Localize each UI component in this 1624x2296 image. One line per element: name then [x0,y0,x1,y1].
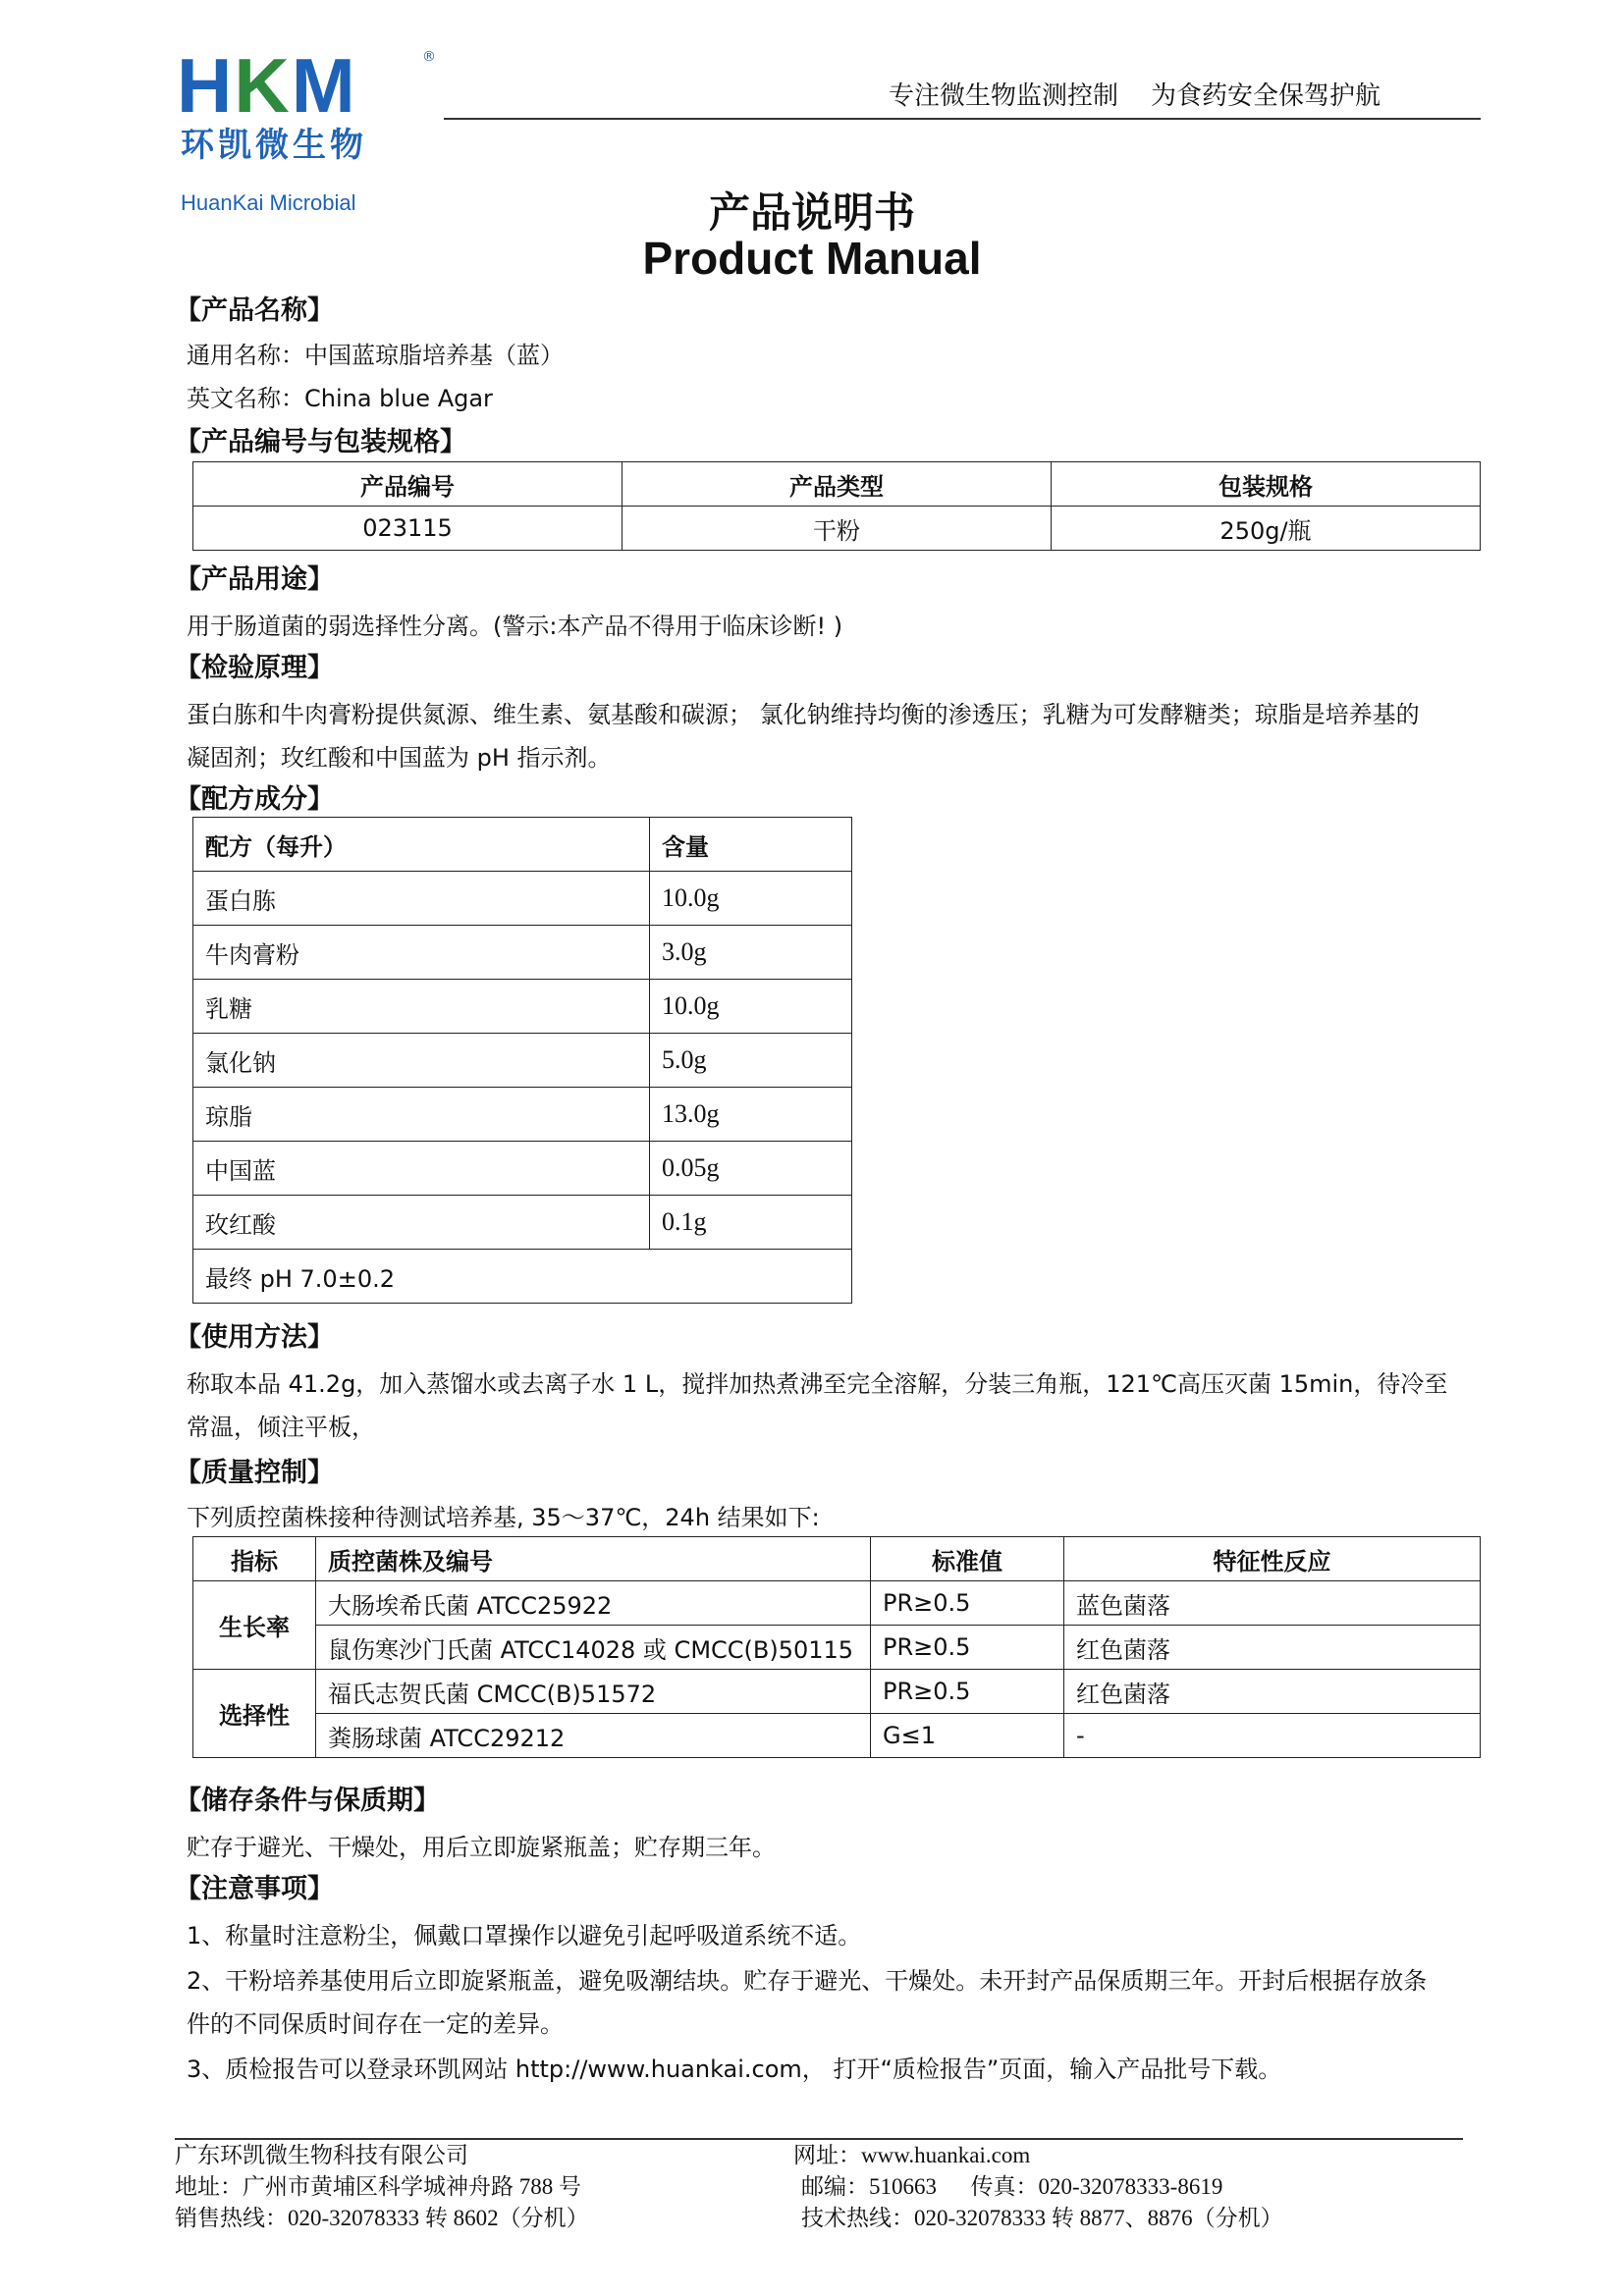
package-size: 250g/瓶 [1052,507,1481,551]
col-ingredient: 配方（每升） [193,818,650,872]
header-slogan: 专注微生物监测控制 为食药安全保驾护航 [889,81,1381,111]
footer-address: 地址：广州市黄埔区科学城神舟路 788 号 [175,2174,581,2199]
qc-reaction: - [1064,1714,1481,1758]
table-row [193,1088,852,1142]
footer-website: 网址：www.huankai.com [793,2143,1031,2167]
ingredient-name: 玫红酸 [193,1196,650,1250]
table-row [193,1581,1481,1626]
qc-table-header [193,1537,1481,1581]
document-title-en: Product Manual [642,233,982,284]
section-heading-formula: 【配方成分】 [175,784,334,815]
use-text: 用于肠道菌的弱选择性分离。(警示:本产品不得用于临床诊断! ) [187,613,843,640]
logo-mark: HKM [177,42,357,129]
footer-sales: 销售热线：020-32078333 转 8602（分机） [175,2206,589,2230]
ingredient-name: 氯化钠 [193,1034,650,1088]
qc-standard: PR≥0.5 [871,1581,1064,1626]
principle-line-1: 蛋白胨和牛肉膏粉提供氮源、维生素、氨基酸和碳源； 氯化钠维持均衡的渗透压；乳糖为可发酵糖类；琼脂是培养基的 [187,701,1420,728]
document-title-cn: 产品说明书 [708,188,915,237]
table-row [193,507,1481,551]
section-heading-storage: 【储存条件与保质期】 [175,1786,440,1816]
english-name: 英文名称：China blue Agar [187,385,493,412]
ingredient-name: 琼脂 [193,1088,650,1142]
qc-standard: PR≥0.5 [871,1626,1064,1670]
table-row [193,1626,1481,1670]
note-2-line-2: 件的不同保质时间存在一定的差异。 [187,2010,564,2038]
table-row [193,1670,1481,1714]
col-standard: 标准值 [871,1537,1064,1581]
principle-line-2: 凝固剂；玫红酸和中国蓝为 pH 指示剂。 [187,744,612,772]
section-heading-method: 【使用方法】 [175,1322,334,1353]
section-heading-principle: 【检验原理】 [175,653,334,683]
formula-table [192,817,852,1304]
col-reaction: 特征性反应 [1064,1537,1481,1581]
table-row [193,1714,1481,1758]
table-row [193,1196,852,1250]
ingredient-amount: 10.0g [650,872,852,926]
footer-postal-fax: 邮编：510663 传真：020-32078333-8619 [801,2174,1223,2199]
note-3: 3、质检报告可以登录环凯网站 http://www.huankai.com， 打开“质检报告”页面，输入产品批号下载。 [187,2056,1282,2083]
logo-chinese-name: 环凯微生物 [181,126,367,165]
qc-reaction: 红色菌落 [1064,1670,1481,1714]
ingredient-name: 中国蓝 [193,1142,650,1196]
product-code: 023115 [193,507,623,551]
qc-reaction: 蓝色菌落 [1064,1581,1481,1626]
table-row [193,872,852,926]
qc-group-label: 选择性 [193,1670,316,1758]
qc-group-label: 生长率 [193,1581,316,1670]
qc-reaction: 红色菌落 [1064,1626,1481,1670]
section-heading-name: 【产品名称】 [175,295,334,326]
ingredient-amount: 13.0g [650,1088,852,1142]
qc-strain: 福氏志贺氏菌 CMCC(B)51572 [316,1670,871,1714]
ingredient-amount: 3.0g [650,926,852,980]
logo-english-name: HuanKai Microbial [181,190,356,215]
table-row [193,980,852,1034]
note-1: 1、称量时注意粉尘，佩戴口罩操作以避免引起呼吸道系统不适。 [187,1922,862,1949]
qc-strain: 大肠埃希氏菌 ATCC25922 [316,1581,871,1626]
qc-strain: 鼠伤寒沙门氏菌 ATCC14028 或 CMCC(B)50115 [316,1626,871,1670]
ingredient-amount: 0.05g [650,1142,852,1196]
qc-standard: PR≥0.5 [871,1670,1064,1714]
registered-mark: ® [422,49,436,65]
company-logo [177,42,442,215]
col-package: 包装规格 [1052,462,1481,507]
footer-tech: 技术热线：020-32078333 转 8877、8876（分机） [801,2206,1283,2230]
col-strain: 质控菌株及编号 [316,1537,871,1581]
qc-standard: G≤1 [871,1714,1064,1758]
product-type: 干粉 [623,507,1052,551]
col-product-code: 产品编号 [193,462,623,507]
col-amount: 含量 [650,818,852,872]
method-line-1: 称取本品 41.2g，加入蒸馏水或去离子水 1 L，搅拌加热煮沸至完全溶解，分装三角瓶，121℃高压灭菌 15min，待冷至 [187,1370,1448,1398]
note-2-line-1: 2、干粉培养基使用后立即旋紧瓶盖，避免吸潮结块。贮存于避光、干燥处。未开封产品保质期三年。开封后根据存放条 [187,1967,1428,1995]
header-divider [444,118,1481,120]
ingredient-name: 乳糖 [193,980,650,1034]
table-row [193,1034,852,1088]
section-heading-spec: 【产品编号与包装规格】 [175,427,466,457]
storage-text: 贮存于避光、干燥处，用后立即旋紧瓶盖；贮存期三年。 [187,1834,776,1861]
ingredient-amount: 0.1g [650,1196,852,1250]
spec-table [192,461,1481,551]
final-ph: 最终 pH 7.0±0.2 [193,1250,852,1304]
section-heading-qc: 【质量控制】 [175,1458,334,1488]
ingredient-name: 蛋白胨 [193,872,650,926]
ingredient-name: 牛肉膏粉 [193,926,650,980]
ingredient-amount: 10.0g [650,980,852,1034]
common-name: 通用名称：中国蓝琼脂培养基（蓝） [187,342,564,369]
section-heading-notes: 【注意事项】 [175,1874,334,1904]
table-row [193,1250,852,1304]
qc-strain: 粪肠球菌 ATCC29212 [316,1714,871,1758]
qc-intro: 下列质控菌株接种待测试培养基, 35～37℃，24h 结果如下: [187,1504,820,1531]
table-row [193,1142,852,1196]
formula-table-header [193,818,852,872]
spec-table-header [193,462,1481,507]
col-product-type: 产品类型 [623,462,1052,507]
footer-company: 广东环凯微生物科技有限公司 [175,2143,468,2167]
method-line-2: 常温，倾注平板， [187,1414,375,1441]
table-row [193,926,852,980]
section-heading-use: 【产品用途】 [175,564,334,595]
ingredient-amount: 5.0g [650,1034,852,1088]
qc-table [192,1536,1481,1758]
col-indicator: 指标 [193,1537,316,1581]
